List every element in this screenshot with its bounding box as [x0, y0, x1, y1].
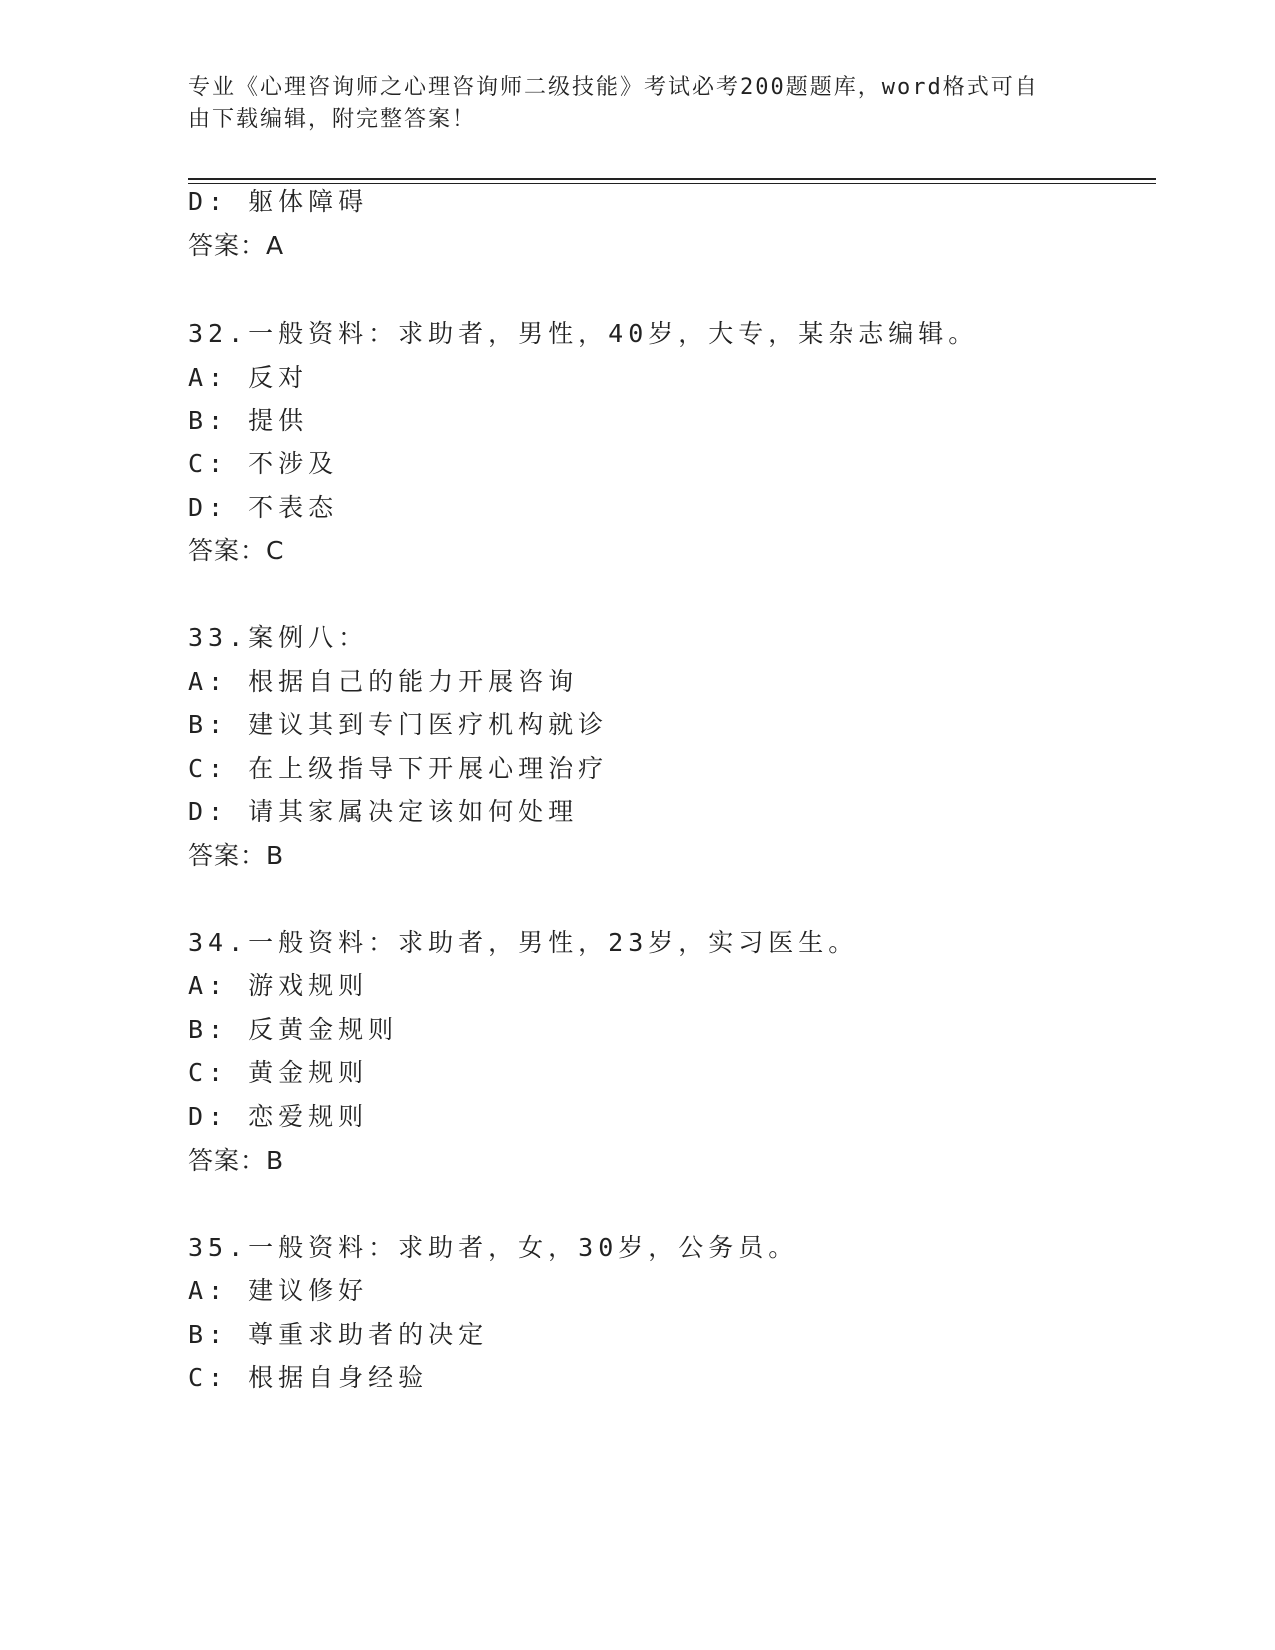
q32-option-c: C: 不涉及	[188, 449, 339, 478]
prev-answer: 答案：A	[188, 231, 285, 260]
header-line-2: 由下载编辑，附完整答案！	[188, 107, 477, 132]
q33-option-a: A: 根据自己的能力开展咨询	[188, 667, 579, 696]
q35-option-c: C: 根据自身经验	[188, 1363, 429, 1392]
header-line-1: 专业《心理咨询师之心理咨询师二级技能》考试必考200题题库，word格式可自	[188, 75, 1039, 100]
q33-option-c: C: 在上级指导下开展心理治疗	[188, 754, 609, 783]
prev-option-d: D: 躯体障碍	[188, 187, 369, 216]
document-header	[188, 72, 1068, 136]
q32-option-a: A: 反对	[188, 363, 309, 392]
q34-option-c: C: 黄金规则	[188, 1058, 369, 1087]
header-divider-thick	[188, 178, 1156, 180]
q32-option-b: B: 提供	[188, 406, 309, 435]
q34-option-a: A: 游戏规则	[188, 971, 369, 1000]
q33-answer: 答案：B	[188, 841, 285, 870]
q35-option-b: B: 尊重求助者的决定	[188, 1320, 489, 1349]
header-divider-thin	[188, 183, 1156, 184]
q32-stem: 32.一般资料：求助者，男性，40岁，大专，某杂志编辑。	[188, 319, 979, 348]
q35-option-a: A: 建议修好	[188, 1276, 369, 1305]
q34-option-d: D: 恋爱规则	[188, 1102, 369, 1131]
q33-option-b: B: 建议其到专门医疗机构就诊	[188, 710, 609, 739]
q33-stem: 33.案例八：	[188, 623, 369, 652]
q35-stem: 35.一般资料：求助者，女，30岁，公务员。	[188, 1233, 799, 1262]
q33-option-d: D: 请其家属决定该如何处理	[188, 797, 579, 826]
q34-stem: 34.一般资料：求助者，男性，23岁，实习医生。	[188, 928, 859, 957]
q32-answer: 答案：C	[188, 536, 285, 565]
q34-answer: 答案：B	[188, 1146, 285, 1175]
q34-option-b: B: 反黄金规则	[188, 1015, 399, 1044]
q32-option-d: D: 不表态	[188, 493, 339, 522]
